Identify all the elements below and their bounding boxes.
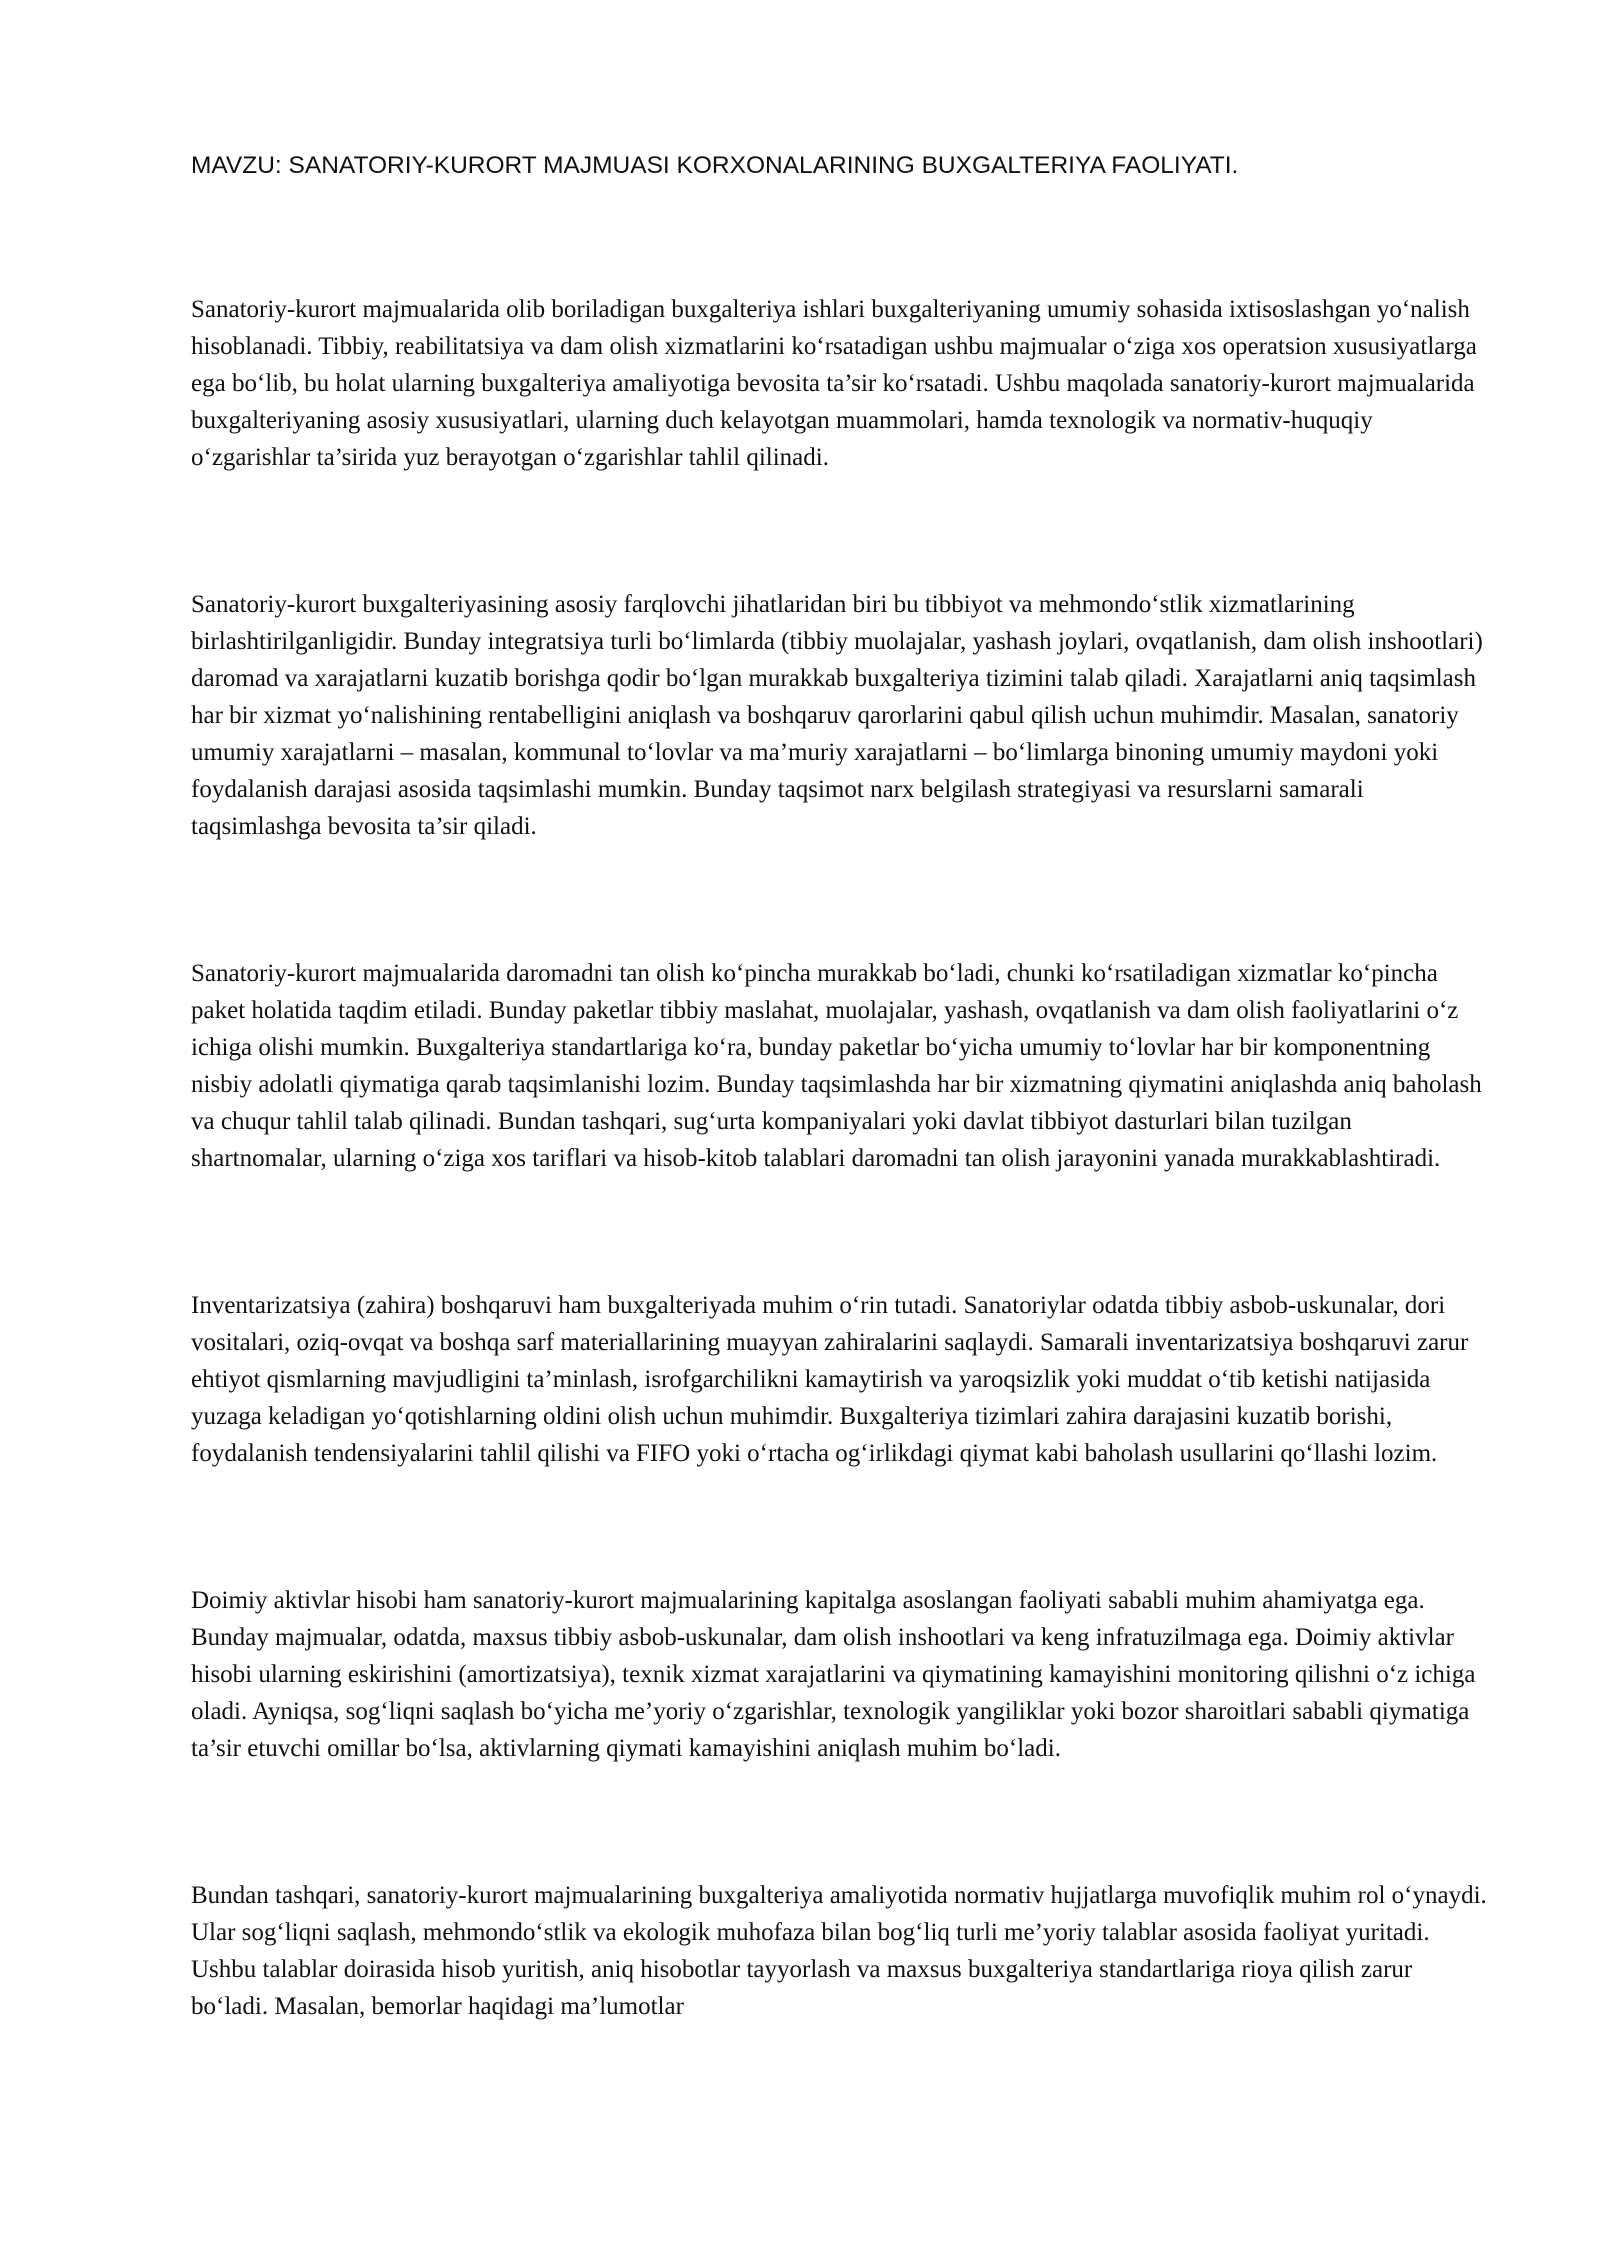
paragraph-intro: Sanatoriy-kurort majmualarida olib boriladigan buxgalteriya ishlari buxgalteriyaning umumiy sohasida ixtisoslashgan yo‘nalish hisoblanadi. Tibbiy, reabilitatsiya va dam olish xizmatlarini ko‘rsatadigan ushbu majmualar o‘ziga xos operatsion xususiyatlarga ega bo‘lib, bu holat ularning buxgalteriya amaliyotiga bevosita ta’sir ko‘rsatadi. Ushbu maqolada sanatoriy-kurort majmualarida buxgalteriyaning asosiy xususiyatlari, ularning duch kelayotgan muammolari, hamda texnologik va normativ-huquqiy o‘zgarishlar ta’sirida yuz berayotgan o‘zgarishlar tahlil qilinadi. [191, 296, 1477, 471]
paragraph-inventory: Inventarizatsiya (zahira) boshqaruvi ham buxgalteriyada muhim o‘rin tutadi. Sanatoriylar odatda tibbiy asbob-uskunalar, dori vositalari, oziq-ovqat va boshqa sarf materiallarining muayyan zahiralarini saqlaydi. Samarali inventarizatsiya boshqaruvi zarur ehtiyot qismlarning mavjudligini ta’minlash, isrofgarchilikni kamaytirish va yaroqsizlik yoki muddat o‘tib ketishi natijasida yuzaga keladigan yo‘qotishlarning oldini olish uchun muhimdir. Buxgalteriya tizimlari zahira darajasini kuzatib borishi, foydalanish tendensiyalarini tahlil qilishi va FIFO yoki o‘rtacha og‘irlikdagi qiymat kabi baholash usullarini qo‘llashi lozim. [191, 1292, 1469, 1467]
paragraph-revenue-recognition: Sanatoriy-kurort majmualarida daromadni tan olish ko‘pincha murakkab bo‘ladi, chunki ko‘rsatiladigan xizmatlar ko‘pincha paket holatida taqdim etiladi. Bunday paketlar tibbiy maslahat, muolajalar, yashash, ovqatlanish va dam olish faoliyatlarini o‘z ichiga olishi mumkin. Buxgalteriya standartlariga ko‘ra, bunday paketlar bo‘yicha umumiy to‘lovlar har bir komponentning nisbiy adolatli qiymatiga qarab taqsimlanishi lozim. Bunday taqsimlashda har bir xizmatning qiymatini aniqlashda aniq baholash va chuqur tahlil talab qilinadi. Bundan tashqari, sug‘urta kompaniyalari yoki davlat tibbiyot dasturlari bilan tuzilgan shartnomalar, ularning o‘ziga xos tariflari va hisob-kitob talablari daromadni tan olish jarayonini yanada murakkablashtiradi. [191, 960, 1482, 1172]
paragraph-cost-allocation: Sanatoriy-kurort buxgalteriyasining asosiy farqlovchi jihatlaridan biri bu tibbiyot va mehmondo‘stlik xizmatlarining birlashtirilganligidir. Bunday integratsiya turli bo‘limlarda (tibbiy muolajalar, yashash joylari, ovqatlanish, dam olish inshootlari) daromad va xarajatlarni kuzatib borishga qodir bo‘lgan murakkab buxgalteriya tizimini talab qiladi. Xarajatlarni aniq taqsimlash har bir xizmat yo‘nalishining rentabelligini aniqlash va boshqaruv qarorlarini qabul qilish uchun muhimdir. Masalan, sanatoriy umumiy xarajatlarni – masalan, kommunal to‘lovlar va ma’muriy xarajatlarni – bo‘limlarga binoning umumiy maydoni yoki foydalanish darajasi asosida taqsimlashi mumkin. Bunday taqsimot narx belgilash strategiyasi va resurslarni samarali taqsimlashga bevosita ta’sir qiladi. [191, 591, 1483, 840]
paragraph-fixed-assets: Doimiy aktivlar hisobi ham sanatoriy-kurort majmualarining kapitalga asoslangan faoliyati sababli muhim ahamiyatga ega. Bunday majmualar, odatda, maxsus tibbiy asbob-uskunalar, dam olish inshootlari va keng infratuzilmaga ega. Doimiy aktivlar hisobi ularning eskirishini (amortizatsiya), texnik xizmat xarajatlarini va qiymatining kamayishini monitoring qilishni o‘z ichiga oladi. Ayniqsa, sog‘liqni saqlash bo‘yicha me’yoriy o‘zgarishlar, texnologik yangiliklar yoki bozor sharoitlari sababli qiymatiga ta’sir etuvchi omillar bo‘lsa, aktivlarning qiymati kamayishini aniqlash muhim bo‘ladi. [191, 1587, 1476, 1762]
paragraph-compliance: Bundan tashqari, sanatoriy-kurort majmualarining buxgalteriya amaliyotida normativ hujjatlarga muvofiqlik muhim rol o‘ynaydi. Ular sog‘liqni saqlash, mehmondo‘stlik va ekologik muhofaza bilan bog‘liq turli me’yoriy talablar asosida faoliyat yuritadi. Ushbu talablar doirasida hisob yuritish, aniq hisobotlar tayyorlash va maxsus buxgalteriya standartlariga rioya qilish zarur bo‘ladi. Masalan, bemorlar haqidagi ma’lumotlar [191, 1882, 1487, 2020]
document-title: MAVZU: SANATORIY-KURORT MAJMUASI KORXONALARINING BUXGALTERIYA FAOLIYATI. [191, 152, 1239, 179]
document-body [191, 148, 1491, 2025]
